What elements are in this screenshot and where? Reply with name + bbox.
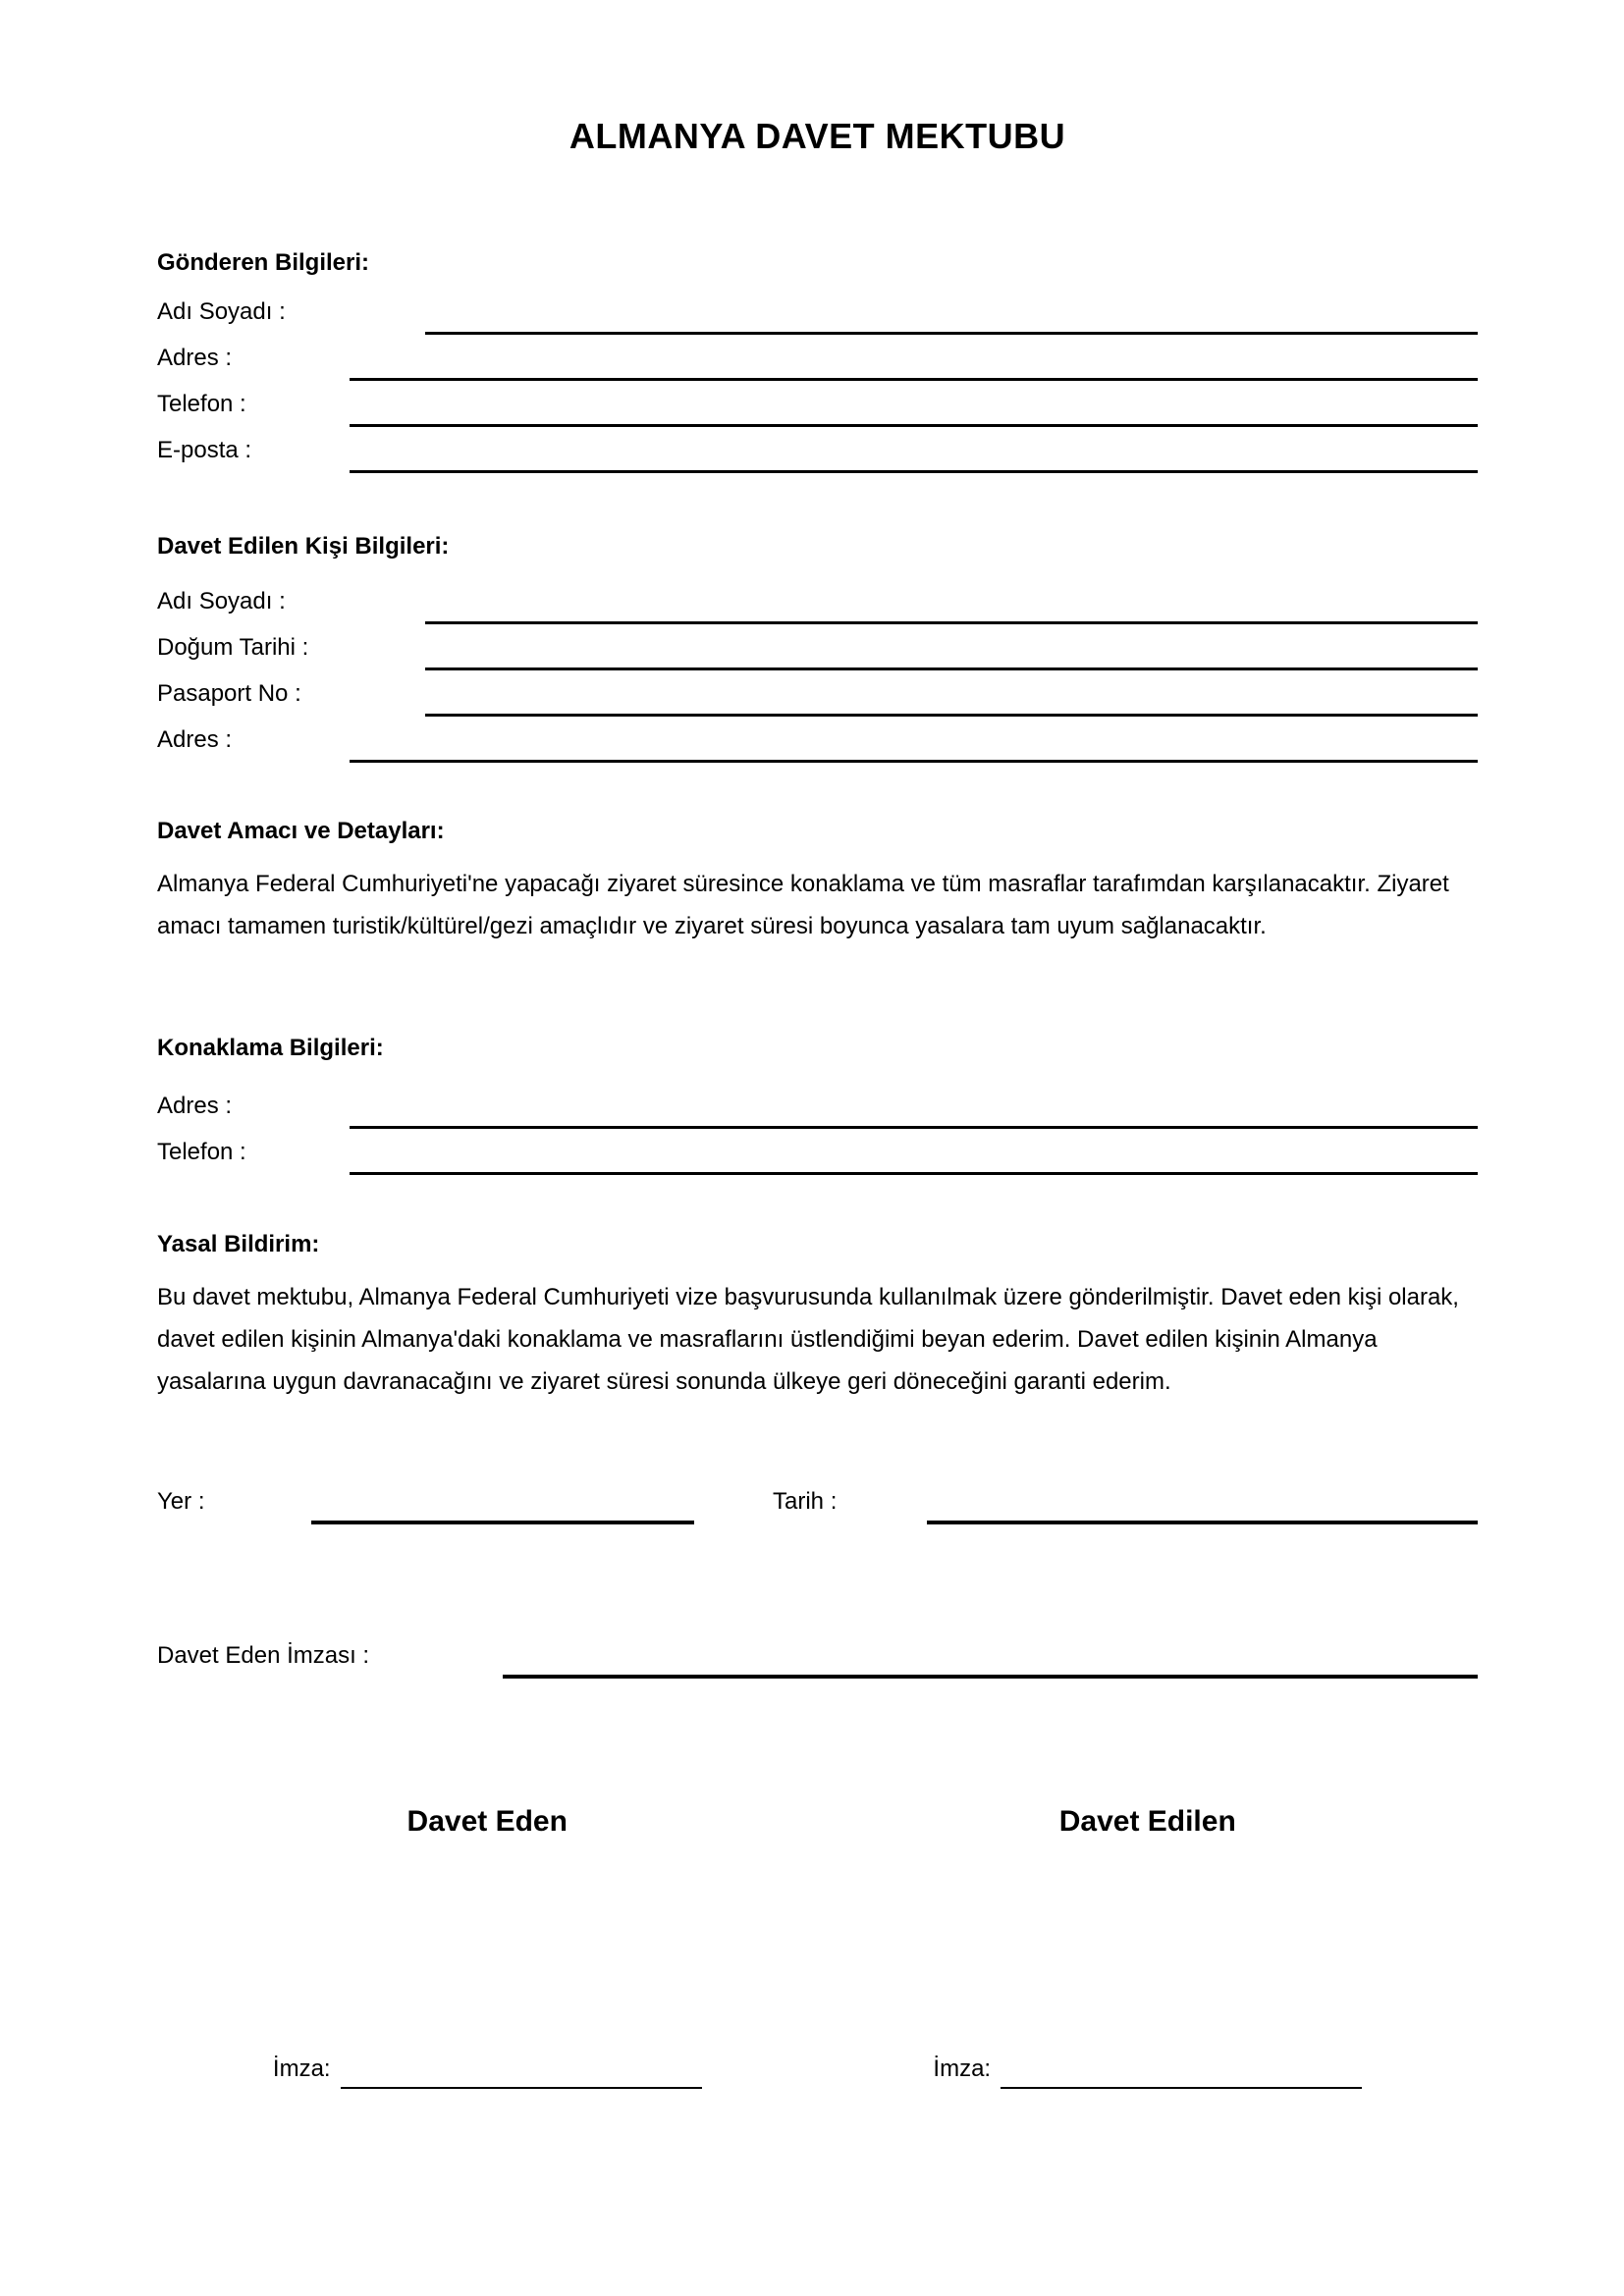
accommodation-address-label: Adres : [157, 1093, 233, 1119]
sender-name-row [157, 289, 1478, 335]
sender-phone-label: Telefon : [157, 391, 246, 417]
purpose-heading: Davet Amacı ve Detayları: [157, 818, 445, 844]
sender-address-label: Adres : [157, 345, 233, 371]
signature-lines-row [157, 2043, 1478, 2089]
place-date-row [157, 1478, 1478, 1524]
invitee-passport-row [157, 670, 1478, 717]
accommodation-phone-label: Telefon : [157, 1139, 246, 1165]
sender-email-label: E-posta : [157, 437, 252, 463]
invitee-imza-label: İmza: [933, 2056, 992, 2082]
accommodation-phone-line[interactable] [350, 1139, 1478, 1175]
invitee-heading: Davet Edilen Kişi Bilgileri: [157, 533, 450, 560]
sender-address-row [157, 335, 1478, 381]
page-title: ALMANYA DAVET MEKTUBU [568, 116, 1066, 156]
date-label: Tarih : [773, 1488, 838, 1515]
purpose-text: Almanya Federal Cumhuriyeti'ne yapacağı ziyaret süresince konaklama ve tüm masraflar tarafımdan karşılanacaktır. Ziyaret amacı tamamen turistik/kültürel/gezi amaçlıdır ve ziyaret süresi boyunca yasalara tam uyum sağlanacaktır. [157, 871, 1449, 939]
inviter-signature-label: Davet Eden İmzası : [157, 1642, 370, 1669]
legal-heading: Yasal Bildirim: [157, 1231, 320, 1257]
invitee-signature-column [818, 2043, 1479, 2089]
sender-email-row [157, 427, 1478, 473]
sender-heading: Gönderen Bilgileri: [157, 249, 370, 276]
invitee-imza-line[interactable] [1001, 2057, 1362, 2089]
invitee-birthdate-label: Doğum Tarihi : [157, 634, 309, 661]
inviter-imza-group [273, 2043, 702, 2089]
sender-address-line[interactable] [350, 345, 1478, 381]
invitee-name-line[interactable] [425, 588, 1478, 624]
invitee-fields [157, 578, 1478, 763]
invitee-birthdate-line[interactable] [425, 634, 1478, 670]
sender-email-line[interactable] [350, 437, 1478, 473]
invitee-address-line[interactable] [350, 726, 1478, 763]
accommodation-address-line[interactable] [350, 1093, 1478, 1129]
accommodation-fields [157, 1083, 1478, 1175]
inviter-signature-line[interactable] [503, 1641, 1478, 1679]
sender-phone-line[interactable] [350, 391, 1478, 427]
sender-name-label: Adı Soyadı : [157, 298, 286, 325]
place-label: Yer : [157, 1488, 205, 1515]
inviter-signature-column [157, 2043, 818, 2089]
invitee-passport-label: Pasaport No : [157, 680, 301, 707]
invitee-birthdate-row [157, 624, 1478, 670]
inviter-imza-line[interactable] [341, 2057, 702, 2089]
accommodation-phone-row [157, 1129, 1478, 1175]
invitee-imza-group [933, 2043, 1362, 2089]
invitee-passport-line[interactable] [425, 680, 1478, 717]
inviter-signature-row [157, 1632, 1478, 1679]
invitee-name-row [157, 578, 1478, 624]
signature-headings-row [157, 1804, 1478, 1839]
inviter-column-heading: Davet Eden [406, 1805, 568, 1838]
inviter-imza-label: İmza: [272, 2056, 331, 2082]
invitee-column-heading: Davet Edilen [1058, 1805, 1236, 1838]
place-line[interactable] [311, 1487, 694, 1524]
invitee-address-label: Adres : [157, 726, 233, 753]
accommodation-heading: Konaklama Bilgileri: [157, 1035, 384, 1061]
invitee-address-row [157, 717, 1478, 763]
sender-fields [157, 289, 1478, 473]
invitee-name-label: Adı Soyadı : [157, 588, 286, 614]
date-line[interactable] [927, 1487, 1478, 1524]
accommodation-address-row [157, 1083, 1478, 1129]
sender-phone-row [157, 381, 1478, 427]
legal-text: Bu davet mektubu, Almanya Federal Cumhuriyeti vize başvurusunda kullanılmak üzere gönderilmiştir. Davet eden kişi olarak, davet edilen kişinin Almanya'daki konaklama ve masraflarını üstlendiğimi beyan ederim. Davet edilen kişinin Almanya yasalarına uygun davranacağını ve ziyaret süresi sonunda ülkeye geri döneceğini garanti ederim. [157, 1284, 1459, 1395]
sender-name-line[interactable] [425, 298, 1478, 335]
